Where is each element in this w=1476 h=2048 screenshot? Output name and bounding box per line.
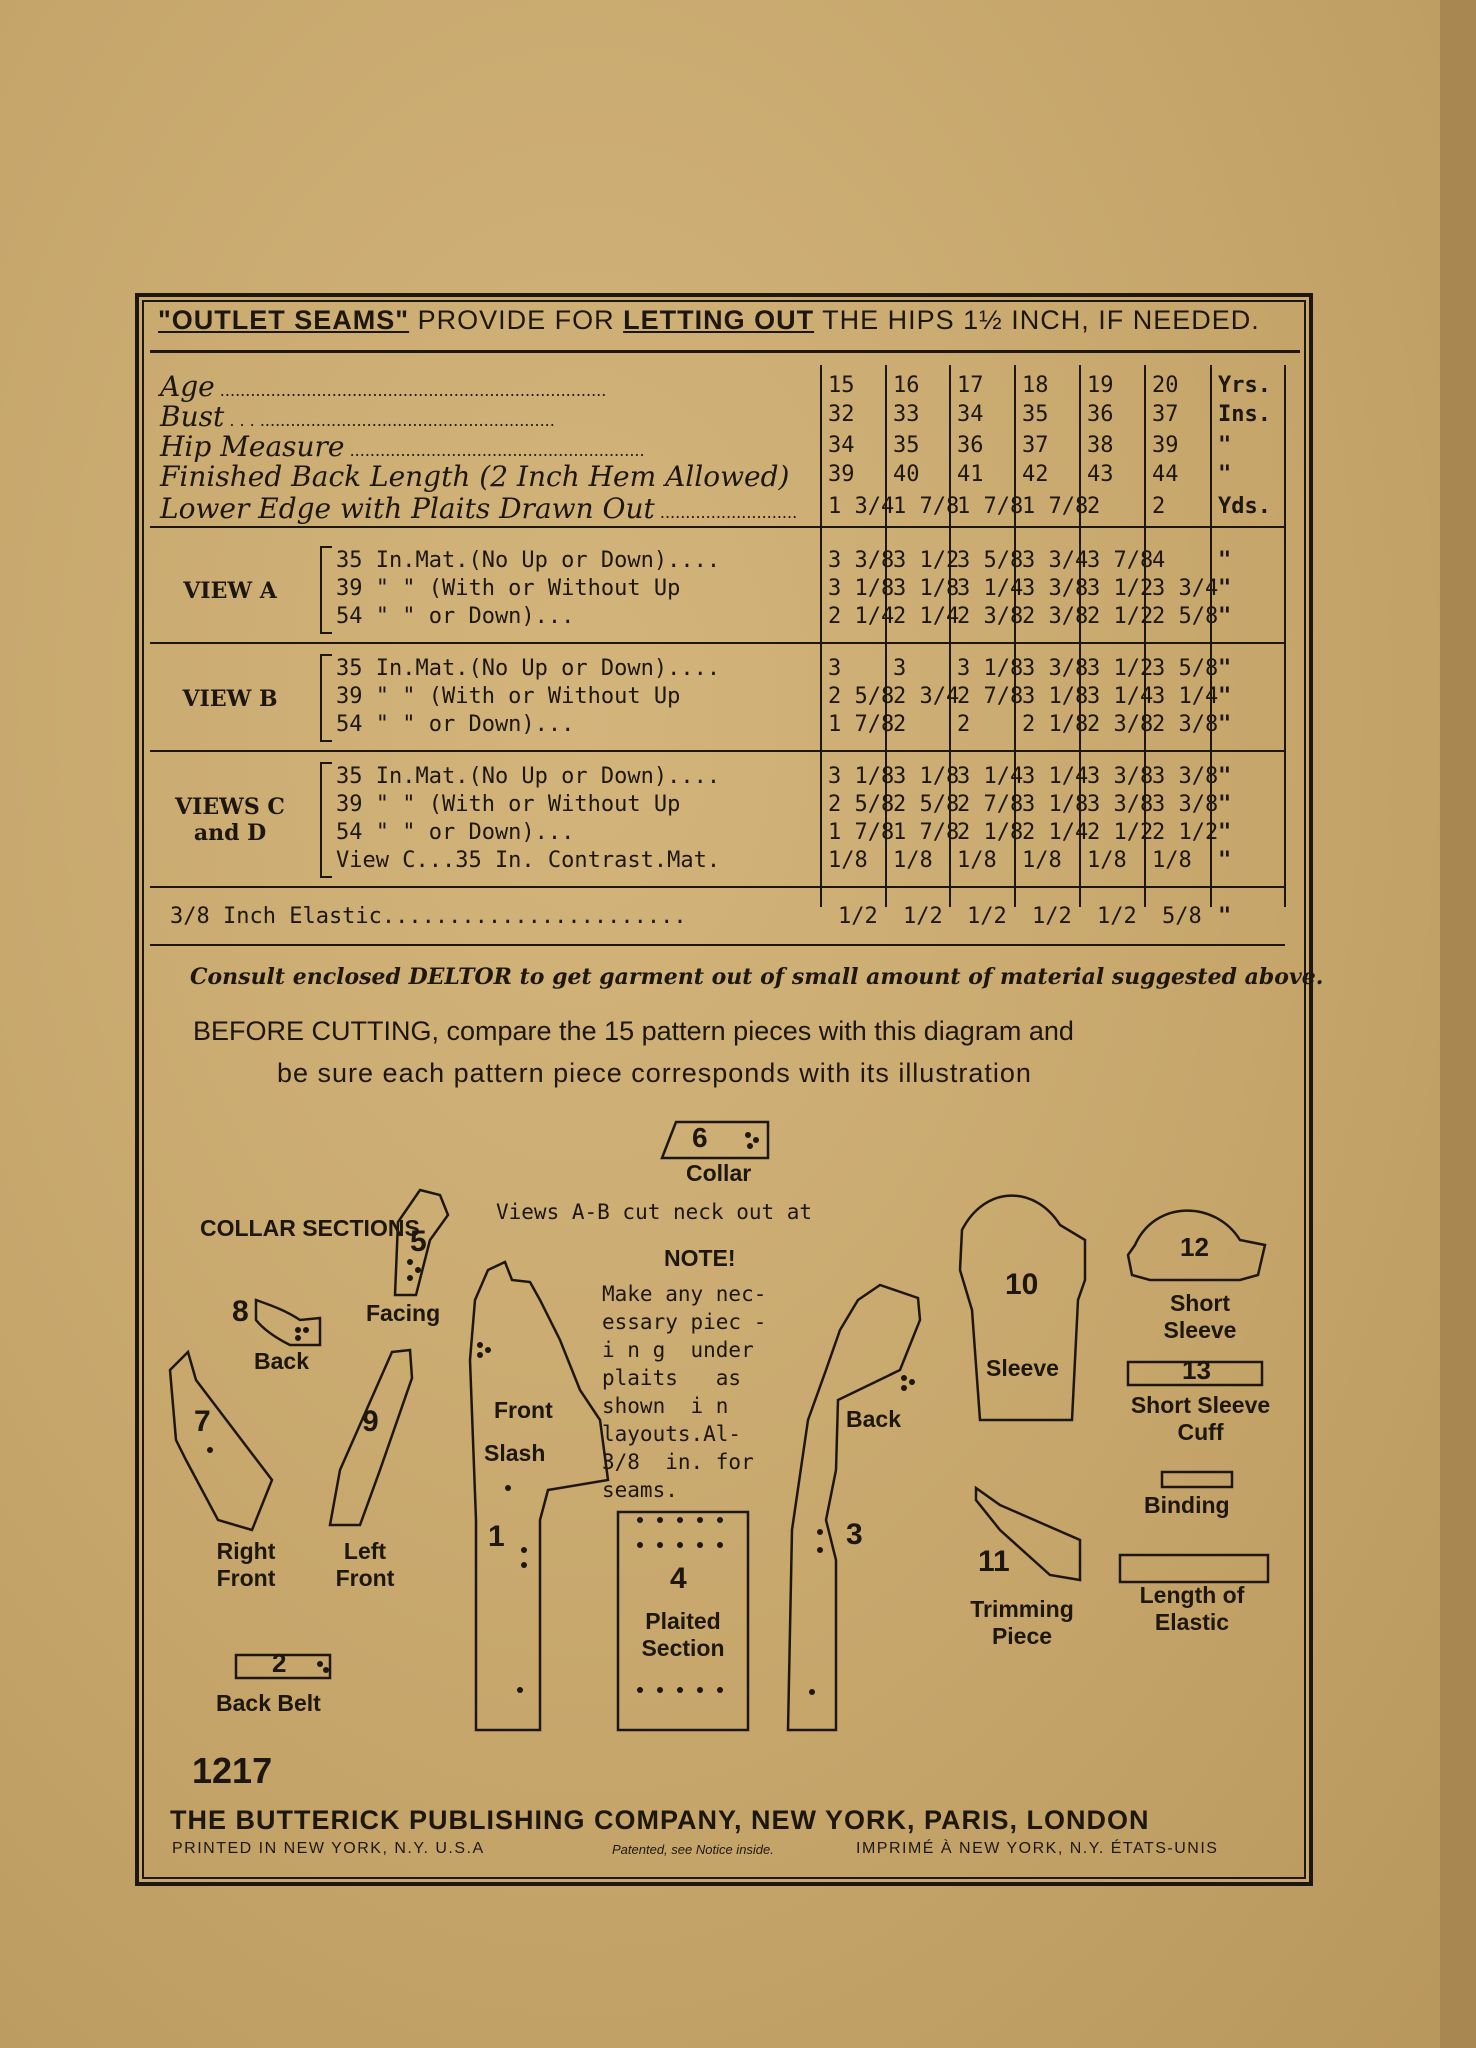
piece-7-right-front (170, 1352, 272, 1530)
view-brace (320, 546, 332, 634)
binding-label: Binding (1144, 1492, 1230, 1518)
yardage-value: 2 7/8 (957, 792, 1024, 817)
yardage-value: 2 (893, 712, 907, 737)
elastic-value: 1/2 (967, 904, 1007, 929)
imprime-line: IMPRIMÉ À NEW YORK, N.Y. ÉTATS-UNIS (856, 1840, 1219, 1857)
yardage-description: 35 In.Mat.(No Up or Down).... (336, 656, 721, 681)
yardage-value: 3 3/8 (1087, 792, 1154, 817)
measurement-value: 33 (893, 402, 920, 427)
piece-number-5: 5 (410, 1225, 427, 1258)
publisher-line: THE BUTTERICK PUBLISHING COMPANY, NEW YORK, PARIS, LONDON (170, 1805, 1150, 1835)
yardage-description: 54 " " or Down)... (336, 604, 575, 629)
yardage-unit: " (1218, 656, 1232, 681)
binding-strip (1162, 1472, 1232, 1487)
yardage-value: 2 5/8 (828, 684, 895, 709)
measurement-unit: Yds. (1218, 494, 1271, 519)
measurement-value: 19 (1087, 373, 1114, 398)
short-sleeve-cuff-label: Short Sleeve Cuff (1130, 1392, 1271, 1445)
yardage-value: 1/8 (893, 848, 933, 873)
yardage-value: 3 1/8 (1022, 792, 1089, 817)
yardage-value: 1/8 (1022, 848, 1062, 873)
yardage-description: 39 " " (With or Without Up (336, 684, 681, 709)
yardage-unit: " (1218, 548, 1232, 573)
measurement-divider (150, 526, 1285, 528)
label-back-length: Finished Back Length (2 Inch Hem Allowed) (160, 460, 790, 493)
yardage-value: 3 3/4 (1022, 548, 1089, 573)
yardage-value: 3 3/8 (1152, 764, 1219, 789)
note-body: Make any nec- essary piec - i n g under plaits as shown i n layouts.Al- 3/8 in. for seams. (602, 1282, 767, 1502)
yardage-value: 2 1/8 (1022, 712, 1089, 737)
piece-number-2: 2 (272, 1648, 287, 1678)
yardage-description: 35 In.Mat.(No Up or Down).... (336, 764, 721, 789)
outlet-seams-header: "OUTLET SEAMS" PROVIDE FOR LETTING OUT THE HIPS 1½ INCH, IF NEEDED. (158, 305, 1260, 335)
elastic-value: 1/2 (1097, 904, 1137, 929)
piece-6-collar (662, 1122, 768, 1158)
yardage-value: 3 3/8 (1087, 764, 1154, 789)
measurement-value: 34 (828, 433, 855, 458)
yardage-unit: " (1218, 576, 1232, 601)
yardage-value: 1 7/8 (828, 820, 895, 845)
measurement-value: 41 (957, 462, 984, 487)
length-of-elastic-label: Length of Elastic (1139, 1582, 1245, 1635)
yardage-value: 3 1/2 (1087, 656, 1154, 681)
yardage-value: 2 7/8 (957, 684, 1024, 709)
length-of-elastic-strip (1120, 1555, 1268, 1582)
measurement-value: 1 7/8 (957, 494, 1024, 519)
yardage-value: 3 3/8 (1152, 792, 1219, 817)
back-collar-label: Back (254, 1348, 309, 1374)
yardage-unit: " (1218, 604, 1232, 629)
yardage-unit: " (1218, 684, 1232, 709)
yardage-value: 3 1/4 (1087, 684, 1154, 709)
measurement-value: 1 7/8 (893, 494, 960, 519)
view-divider (150, 750, 1285, 752)
view-divider (150, 642, 1285, 644)
piece-number-10: 10 (1005, 1268, 1039, 1301)
yardage-value: 2 (957, 712, 971, 737)
yardage-unit: " (1218, 712, 1232, 737)
measurement-value: 36 (1087, 402, 1114, 427)
view-label-0: VIEW A (183, 578, 277, 604)
elastic-unit: " (1218, 904, 1232, 929)
measurement-value: 40 (893, 462, 920, 487)
yardage-value: 1/8 (1152, 848, 1192, 873)
elastic-value: 5/8 (1162, 904, 1202, 929)
plaited-section-label: Plaited Section (641, 1608, 725, 1661)
yardage-unit: " (1218, 848, 1232, 873)
yardage-value: 3 3/8 (1022, 576, 1089, 601)
measurement-value: 18 (1022, 373, 1049, 398)
yardage-value: 3 3/8 (1022, 656, 1089, 681)
piece-number-13: 13 (1182, 1355, 1211, 1385)
measurement-value: 20 (1152, 373, 1179, 398)
yardage-value: 2 1/4 (893, 604, 960, 629)
view-brace (320, 654, 332, 742)
outlet-seams-label: "OUTLET SEAMS" (158, 305, 410, 335)
printed-in-line: PRINTED IN NEW YORK, N.Y. U.S.A (172, 1840, 485, 1857)
yardage-value: 2 1/4 (1022, 820, 1089, 845)
yardage-value: 3 1/8 (1022, 684, 1089, 709)
yardage-value: 2 3/8 (1152, 712, 1219, 737)
view-label-1: VIEW B (182, 686, 278, 712)
yardage-value: 2 5/8 (828, 792, 895, 817)
yardage-value: 3 1/4 (957, 576, 1024, 601)
piece-number-4: 4 (670, 1562, 687, 1595)
piece-number-9: 9 (362, 1405, 379, 1438)
measurement-value: 37 (1022, 433, 1049, 458)
size-column-divider (820, 365, 822, 907)
piece-3-back (788, 1285, 920, 1730)
measurement-value: 39 (1152, 433, 1179, 458)
patented-note: Patented, see Notice inside. (612, 1842, 774, 1857)
slash-label: Slash (484, 1440, 546, 1466)
yardage-value: 1/8 (957, 848, 997, 873)
view-label-2: VIEWS C and D (175, 794, 285, 846)
measurement-value: 35 (893, 433, 920, 458)
front-label: Front (494, 1397, 553, 1423)
yardage-value: 3 1/4 (1022, 764, 1089, 789)
yardage-value: 3 (893, 656, 907, 681)
measurement-value: 43 (1087, 462, 1114, 487)
elastic-divider (150, 944, 1285, 946)
label-age: Age ............................................................................ (160, 370, 607, 403)
measurement-unit: Ins. (1218, 402, 1271, 427)
piece-number-11: 11 (978, 1545, 1010, 1578)
elastic-value: 1/2 (838, 904, 878, 929)
label-bust: Bust . . . .......................................................... (160, 400, 555, 433)
yardage-value: 2 3/4 (893, 684, 960, 709)
yardage-value: 3 5/8 (1152, 656, 1219, 681)
piece-number-1: 1 (488, 1520, 505, 1553)
measurement-value: 36 (957, 433, 984, 458)
yardage-value: 3 1/4 (1152, 684, 1219, 709)
yardage-value: 1/8 (1087, 848, 1127, 873)
yardage-value: 3 1/8 (828, 764, 895, 789)
piece-number-8: 8 (232, 1295, 249, 1328)
measurement-value: 2 (1087, 494, 1101, 519)
yardage-value: 2 1/4 (828, 604, 895, 629)
yardage-value: 2 5/8 (893, 792, 960, 817)
elastic-description: 3/8 Inch Elastic....................... (170, 904, 687, 929)
yardage-value: 3 1/8 (957, 656, 1024, 681)
piece-number-7: 7 (194, 1405, 211, 1438)
measurement-value: 42 (1022, 462, 1049, 487)
yardage-value: 2 3/8 (1087, 712, 1154, 737)
yardage-value: 4 (1152, 548, 1166, 573)
yardage-value: 3 (828, 656, 842, 681)
yardage-value: 1 7/8 (828, 712, 895, 737)
piece-1-front (470, 1262, 608, 1730)
yardage-value: 3 1/8 (893, 576, 960, 601)
pattern-number: 1217 (192, 1750, 273, 1791)
letting-out-label: LETTING OUT (623, 305, 815, 335)
view-brace (320, 762, 332, 878)
measurement-value: 38 (1087, 433, 1114, 458)
yardage-description: 54 " " or Down)... (336, 712, 575, 737)
measurement-unit: Yrs. (1218, 373, 1271, 398)
measurement-value: 2 (1152, 494, 1166, 519)
yardage-value: 2 3/8 (957, 604, 1024, 629)
measurement-value: 35 (1022, 402, 1049, 427)
before-cutting-line-1: BEFORE CUTTING, compare the 15 pattern pieces with this diagram and (193, 1016, 1074, 1046)
measurement-value: 1 3/4 (828, 494, 895, 519)
yardage-value: 1/8 (828, 848, 868, 873)
yardage-value: 2 1/8 (957, 820, 1024, 845)
facing-label: Facing (366, 1300, 441, 1326)
elastic-value: 1/2 (1032, 904, 1072, 929)
yardage-value: 3 1/4 (957, 764, 1024, 789)
elastic-value: 1/2 (903, 904, 943, 929)
short-sleeve-label: Short Sleeve (1163, 1290, 1237, 1343)
piece-8-back-collar (256, 1300, 320, 1345)
views-ab-note: Views A-B cut neck out at (496, 1200, 813, 1224)
yardage-description: View C...35 In. Contrast.Mat. (336, 848, 721, 873)
measurement-value: 17 (957, 373, 984, 398)
yardage-value: 3 3/8 (828, 548, 895, 573)
view-divider (150, 886, 1285, 888)
consult-deltor-note: Consult enclosed DELTOR to get garment out of small amount of material suggested above. (190, 964, 1324, 990)
yardage-unit: " (1218, 764, 1232, 789)
yardage-unit: " (1218, 792, 1232, 817)
back-belt-label: Back Belt (216, 1690, 321, 1716)
piece-number-12: 12 (1180, 1232, 1209, 1262)
label-hip: Hip Measure .......................................................... (160, 430, 645, 463)
label-lower-edge: Lower Edge with Plaits Drawn Out ........................... (160, 492, 798, 525)
yardage-value: 3 1/2 (893, 548, 960, 573)
measurement-unit: " (1218, 433, 1232, 458)
collar-label: Collar (686, 1160, 752, 1186)
piece-number-6: 6 (692, 1122, 708, 1153)
yardage-unit: " (1218, 820, 1232, 845)
before-cutting-line-2: be sure each pattern piece corresponds with its illustration (277, 1058, 1032, 1088)
measurement-value: 37 (1152, 402, 1179, 427)
yardage-value: 2 1/2 (1087, 604, 1154, 629)
measurement-value: 34 (957, 402, 984, 427)
yardage-value: 3 7/8 (1087, 548, 1154, 573)
yardage-description: 35 In.Mat.(No Up or Down).... (336, 548, 721, 573)
sleeve-label: Sleeve (986, 1355, 1059, 1381)
left-front-label: Left Front (335, 1538, 395, 1591)
collar-sections-label: COLLAR SECTIONS (200, 1215, 420, 1241)
yardage-value: 3 1/8 (828, 576, 895, 601)
measurement-value: 15 (828, 373, 855, 398)
note-title: NOTE! (664, 1245, 736, 1271)
trimming-piece-label: Trimming Piece (970, 1596, 1074, 1649)
piece-10-sleeve (960, 1196, 1085, 1420)
size-column-divider (1284, 365, 1286, 907)
measurement-value: 44 (1152, 462, 1179, 487)
right-front-label: Right Front (216, 1538, 276, 1591)
yardage-value: 2 3/8 (1022, 604, 1089, 629)
yardage-description: 39 " " (With or Without Up (336, 792, 681, 817)
back-label: Back (846, 1406, 901, 1432)
measurement-value: 1 7/8 (1022, 494, 1089, 519)
yardage-value: 3 1/8 (893, 764, 960, 789)
yardage-description: 54 " " or Down)... (336, 820, 575, 845)
yardage-value: 2 1/2 (1087, 820, 1154, 845)
measurement-value: 32 (828, 402, 855, 427)
yardage-value: 1 7/8 (893, 820, 960, 845)
measurement-unit: " (1218, 462, 1232, 487)
measurement-value: 16 (893, 373, 920, 398)
yardage-value: 3 5/8 (957, 548, 1024, 573)
yardage-value: 3 3/4 (1152, 576, 1219, 601)
yardage-value: 3 1/2 (1087, 576, 1154, 601)
measurement-value: 39 (828, 462, 855, 487)
yardage-description: 39 " " (With or Without Up (336, 576, 681, 601)
piece-number-3: 3 (846, 1518, 863, 1551)
yardage-value: 2 1/2 (1152, 820, 1219, 845)
yardage-value: 2 5/8 (1152, 604, 1219, 629)
